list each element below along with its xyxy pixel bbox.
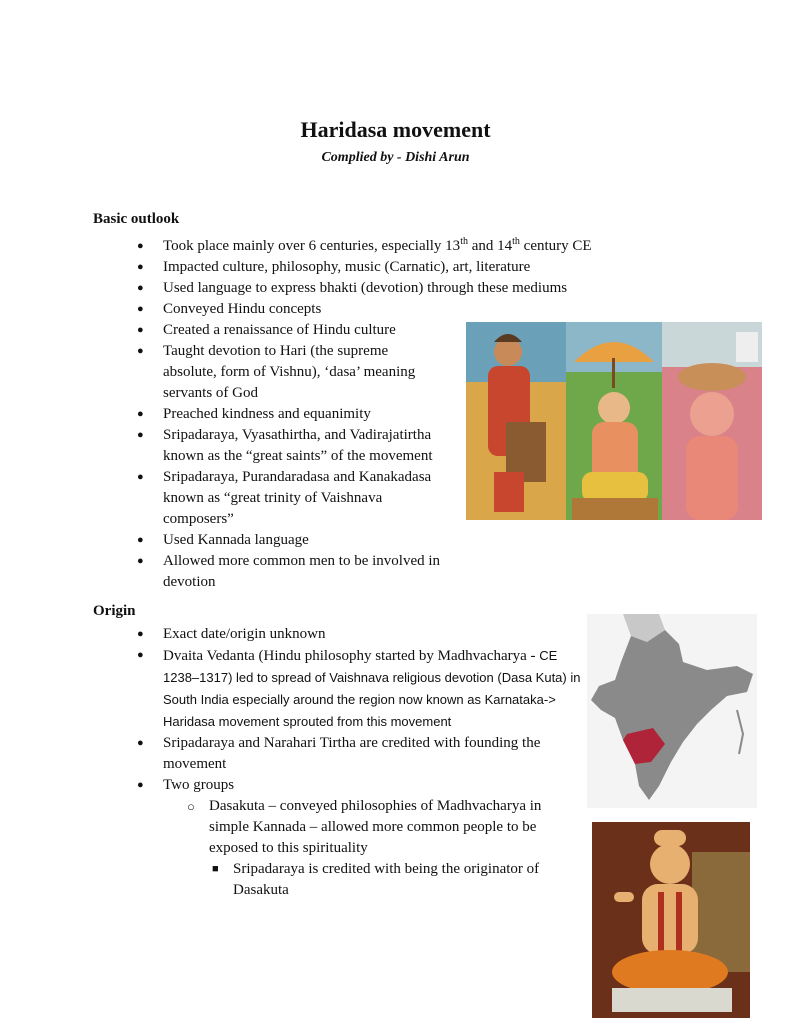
list-item: ■ Sripadaraya is credited with being the originator of Dasakuta <box>0 859 558 901</box>
list-item: ● Conveyed Hindu concepts <box>0 299 470 320</box>
haridasa-saints-image <box>466 322 762 520</box>
list-item: ● Dvaita Vedanta (Hindu philosophy started by Madhvacharya - CE 1238–1317) led to spread of Vaishnava religious devotion (Dasa Kuta) in South India especially around the region now known as Karnataka-> Haridasa movement sprouted from this movement <box>0 645 583 733</box>
list-item: ● Exact date/origin unknown <box>0 624 583 645</box>
list-item: ● Sripadaraya, Vyasathirtha, and Vadirajatirtha known as the “great saints” of the movement <box>0 425 448 467</box>
list-item: ○ Dasakuta – conveyed philosophies of Madhvacharya in simple Kannada – allowed more common people to be exposed to this spirituality <box>0 796 569 859</box>
list-item: ● Took place mainly over 6 centuries, especially 13th and 14th century CE <box>0 236 643 257</box>
document-title: Haridasa movement <box>300 117 491 142</box>
india-map-illustration <box>587 614 757 808</box>
list-item: ● Impacted culture, philosophy, music (Carnatic), art, literature <box>0 257 643 278</box>
saints-collage-illustration <box>466 322 762 520</box>
list-item: ● Two groups <box>0 775 583 796</box>
document-subtitle: Complied by - Dishi Arun <box>321 150 470 165</box>
section-heading-origin: Origin <box>93 603 136 619</box>
list-item: ● Used language to express bhakti (devotion) through these mediums <box>0 278 643 299</box>
origin-list <box>0 624 583 901</box>
seated-saint-illustration <box>592 822 750 1018</box>
list-item: ● Taught devotion to Hari (the supreme absolute, form of Vishnu), ‘dasa’ meaning servants of God <box>0 341 438 404</box>
list-item: ● Used Kannada language <box>0 530 470 551</box>
list-item: ● Preached kindness and equanimity <box>0 404 470 425</box>
section-heading-basic-outlook: Basic outlook <box>93 211 180 227</box>
madhvacharya-image <box>592 822 750 1018</box>
list-item: ● Sripadaraya, Purandaradasa and Kanakadasa known as “great trinity of Vaishnava composers” <box>0 467 448 530</box>
basic-outlook-list <box>0 236 592 593</box>
list-item: ● Sripadaraya and Narahari Tirtha are credited with founding the movement <box>0 733 573 775</box>
list-item: ● Created a renaissance of Hindu culture <box>0 320 470 341</box>
list-item: ● Allowed more common men to be involved in devotion <box>0 551 470 593</box>
india-map-image <box>587 614 757 808</box>
